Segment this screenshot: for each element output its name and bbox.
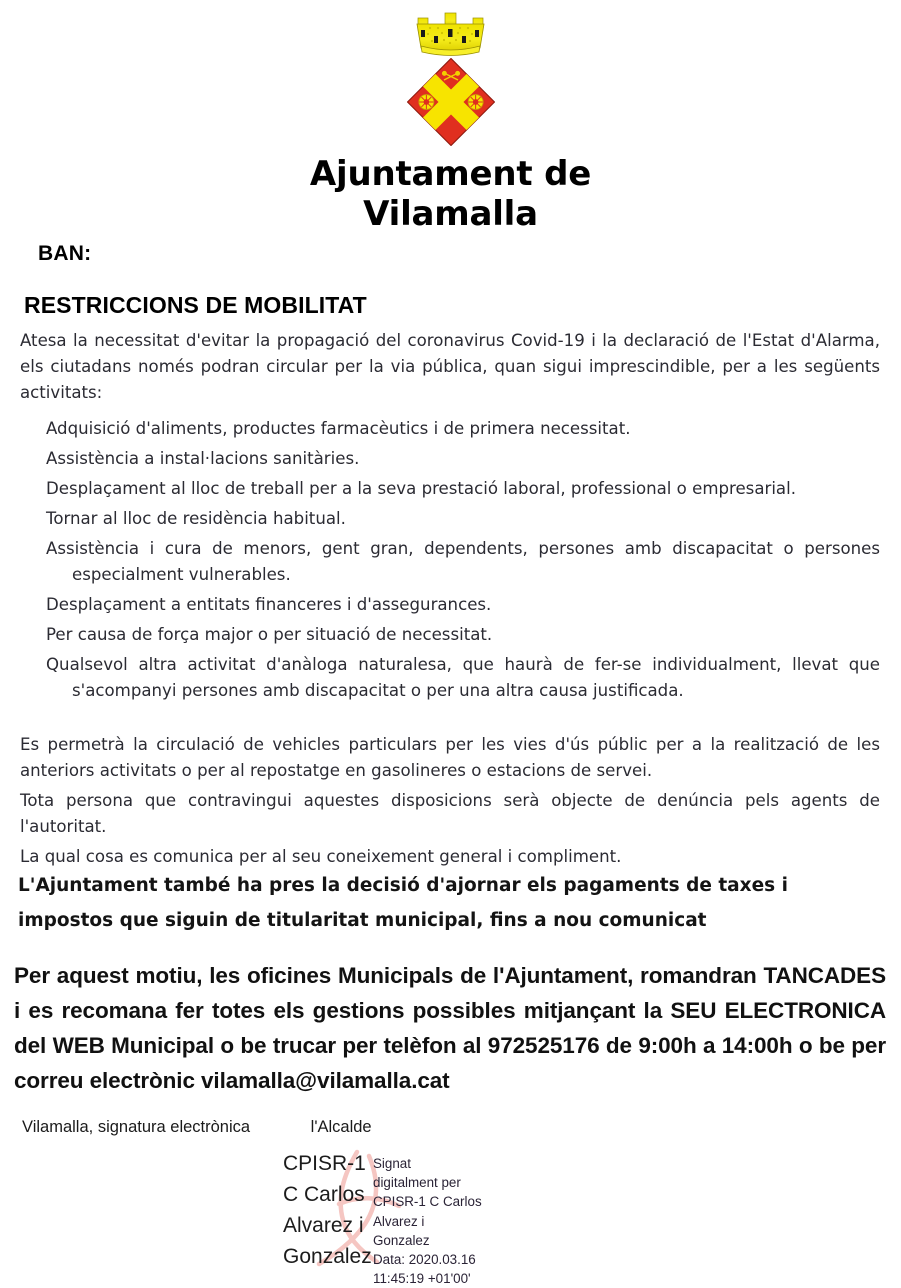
- section-spacer: [20, 708, 880, 732]
- list-item: Per causa de força major o per situació de necessitat.: [46, 625, 493, 644]
- closing-paragraph-1: Es permetrà la circulació de vehicles particulars per les vies d'ús públic per a la realització de les anteriors activitats o per al repostatge en gasolineres o estacions de servei.: [20, 735, 880, 780]
- signature-role: l'Alcalde: [310, 1118, 372, 1136]
- list-item: Assistència a instal·lacions sanitàries.: [46, 449, 360, 468]
- signer-name-line: CPISR-1: [283, 1152, 366, 1175]
- intro-paragraph: Atesa la necessitat d'evitar la propagació del coronavirus Covid-19 i la declaració de l'Estat d'Alarma, els ciutadans només podran circular per la via pública, quan sigui imprescindible, per a les següents activitats:: [20, 331, 880, 402]
- signature-detail-line: Alvarez i: [373, 1213, 425, 1229]
- list-item: Qualsevol altra activitat d'anàloga naturalesa, que haurà de fer-se individualment, llevat que s'acompanyi persones amb discapacitat o per una altra causa justificada.: [46, 655, 880, 700]
- signer-name-line: Alvarez i: [283, 1214, 364, 1237]
- rosette-left: [418, 95, 433, 110]
- signature-detail-line: digitalment per: [373, 1175, 461, 1191]
- list-item: Adquisició d'aliments, productes farmacèutics i de primera necessitat.: [46, 419, 631, 438]
- letterhead: [0, 8, 901, 234]
- signature-place: Vilamalla, signatura electrònica: [22, 1118, 251, 1136]
- coat-of-arms: [391, 8, 511, 148]
- closing-paragraph-2: Tota persona que contravingui aquestes disposicions serà objecte de denúncia pels agents de l'autoritat.: [20, 791, 880, 836]
- list-item: Tornar al lloc de residència habitual.: [46, 509, 346, 528]
- signature-detail-line: 11:45:19 +01'00': [373, 1271, 471, 1287]
- signer-name-line: Gonzalez: [283, 1245, 372, 1268]
- organization-title: [0, 154, 901, 234]
- signature-details: [373, 1154, 558, 1288]
- ban-label: BAN:: [38, 242, 92, 265]
- signature-detail-line: CPISR-1 C Carlos: [373, 1194, 482, 1210]
- signature-line: [22, 1118, 622, 1137]
- closing-paragraph-3: La qual cosa es comunica per al seu coneixement general i compliment.: [20, 847, 622, 866]
- list-item: Desplaçament a entitats financeres i d'assegurances.: [46, 595, 492, 614]
- page-title: RESTRICCIONS DE MOBILITAT: [24, 292, 367, 318]
- office-closure-notice: Per aquest motiu, les oficines Municipals de l'Ajuntament, romandran TANCADES i es recomana fer totes els gestions possibles mitjançant la SEU ELECTRONICA del WEB Municipal o be trucar per telèfon al 972525176 de 9:00h a 14:00h o be per correu electrònic vilamalla@vilamalla.cat: [14, 963, 886, 1093]
- mural-crown-icon: [414, 12, 488, 58]
- digital-signature-block: [283, 1148, 583, 1287]
- document-body: [20, 328, 880, 874]
- tax-postponement-note: L'Ajuntament també ha pres la decisió d'ajornar els pagaments de taxes i impostos que siguin de titularitat municipal, fins a nou comunicat: [18, 875, 788, 931]
- list-item: Desplaçament al lloc de treball per a la seva prestació laboral, professional o empresarial.: [46, 479, 796, 498]
- signature-detail-line: Gonzalez: [373, 1232, 430, 1248]
- rosette-right: [468, 95, 483, 110]
- list-item: Assistència i cura de menors, gent gran, dependents, persones amb discapacitat o persones especialment vulnerables.: [46, 539, 880, 584]
- org-title-line2: Vilamalla: [363, 194, 538, 235]
- signature-detail-line: Data: 2020.03.16: [373, 1252, 476, 1268]
- signer-name-line: C Carlos: [283, 1183, 365, 1206]
- shield-icon: [407, 58, 495, 146]
- org-title-line1: Ajuntament de: [309, 154, 592, 194]
- activities-list: [20, 416, 880, 704]
- signature-detail-line: Signat: [373, 1156, 411, 1171]
